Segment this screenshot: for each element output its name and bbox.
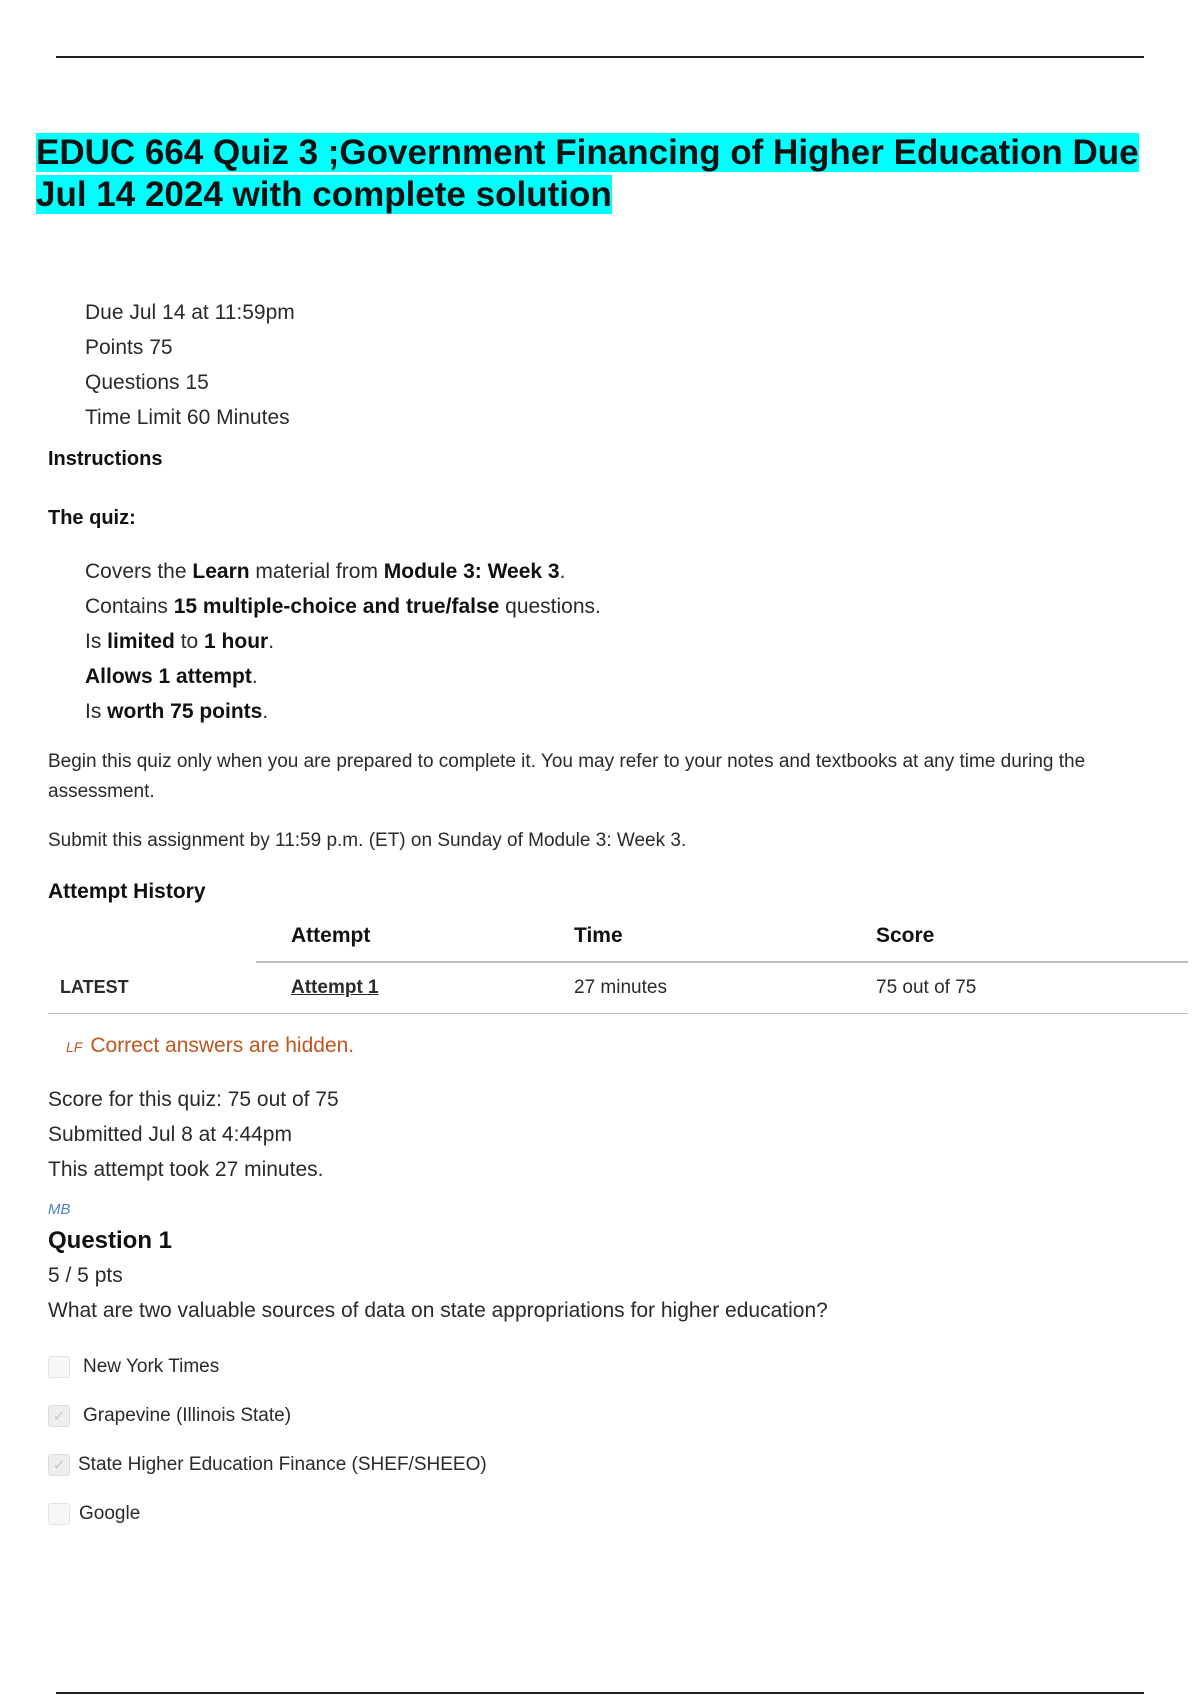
annotation-lf-icon: LF <box>66 1039 83 1055</box>
bottom-rule <box>56 1692 1144 1694</box>
list-item: Allows 1 attempt. <box>85 665 258 688</box>
attempt-history-heading: Attempt History <box>48 880 206 903</box>
answer-options <box>48 1342 487 1538</box>
latest-label: LATEST <box>60 977 129 997</box>
score-summary <box>48 1082 339 1187</box>
quiz-heading: The quiz: <box>48 507 136 529</box>
time-limit: Time Limit 60 Minutes <box>85 406 290 429</box>
submit-instructions: Submit this assignment by 11:59 p.m. (ET) on Sunday of Module 3: Week 3. <box>48 830 687 851</box>
list-item: Is worth 75 points. <box>85 700 269 723</box>
instructions-heading: Instructions <box>48 448 163 470</box>
quiz-score: Score for this quiz: 75 out of 75 <box>48 1088 339 1111</box>
answers-hidden-text: Correct answers are hidden. <box>90 1034 355 1057</box>
checkbox-icon[interactable] <box>48 1503 70 1525</box>
table-header <box>48 918 1188 963</box>
submitted-date: Submitted Jul 8 at 4:44pm <box>48 1123 292 1146</box>
column-header-time: Time <box>574 924 623 947</box>
answer-label: Google <box>79 1502 141 1524</box>
question-title: Question 1 <box>48 1227 173 1254</box>
begin-instructions: Begin this quiz only when you are prepared to complete it. You may refer to your notes and textbooks at any time during the assessment. <box>48 751 1086 802</box>
answer-option[interactable] <box>48 1391 487 1440</box>
question-points: 5 / 5 pts <box>48 1264 123 1287</box>
answer-option[interactable] <box>48 1489 487 1538</box>
answer-option[interactable] <box>48 1342 487 1391</box>
points: Points 75 <box>85 336 173 359</box>
attempt-time: 27 minutes <box>574 977 667 998</box>
column-header-score: Score <box>876 924 935 947</box>
attempt-link[interactable]: Attempt 1 <box>291 977 379 998</box>
column-header-attempt: Attempt <box>291 924 371 947</box>
answer-option[interactable] <box>48 1440 487 1489</box>
checkbox-icon[interactable] <box>48 1356 70 1378</box>
answer-label: New York Times <box>83 1355 220 1377</box>
quiz-details-list <box>85 554 601 729</box>
attempt-history-table <box>48 918 1188 1014</box>
document-title: EDUC 664 Quiz 3 ;Government Financing of Higher Education Due Jul 14 2024 with complete solution <box>36 133 1139 214</box>
top-rule <box>56 56 1144 58</box>
checkbox-checked-icon[interactable]: ✓ <box>48 1454 70 1476</box>
questions-count: Questions 15 <box>85 371 209 394</box>
checkbox-checked-icon[interactable]: ✓ <box>48 1405 70 1427</box>
list-item: Covers the Learn material from Module 3: Week 3. <box>85 560 566 583</box>
attempt-duration: This attempt took 27 minutes. <box>48 1158 324 1181</box>
list-item: Contains 15 multiple-choice and true/false questions. <box>85 595 601 618</box>
table-row <box>48 963 1188 1014</box>
question-text: What are two valuable sources of data on state appropriations for higher education? <box>48 1299 828 1322</box>
quiz-meta <box>85 295 295 435</box>
due-date: Due Jul 14 at 11:59pm <box>85 301 295 324</box>
answer-label: Grapevine (Illinois State) <box>83 1404 292 1426</box>
annotation-mb-icon: MB <box>48 1201 71 1218</box>
list-item: Is limited to 1 hour. <box>85 630 275 653</box>
answer-label: State Higher Education Finance (SHEF/SHEEO) <box>78 1453 487 1475</box>
attempt-score: 75 out of 75 <box>876 977 977 998</box>
answers-hidden-notice <box>66 1034 354 1058</box>
